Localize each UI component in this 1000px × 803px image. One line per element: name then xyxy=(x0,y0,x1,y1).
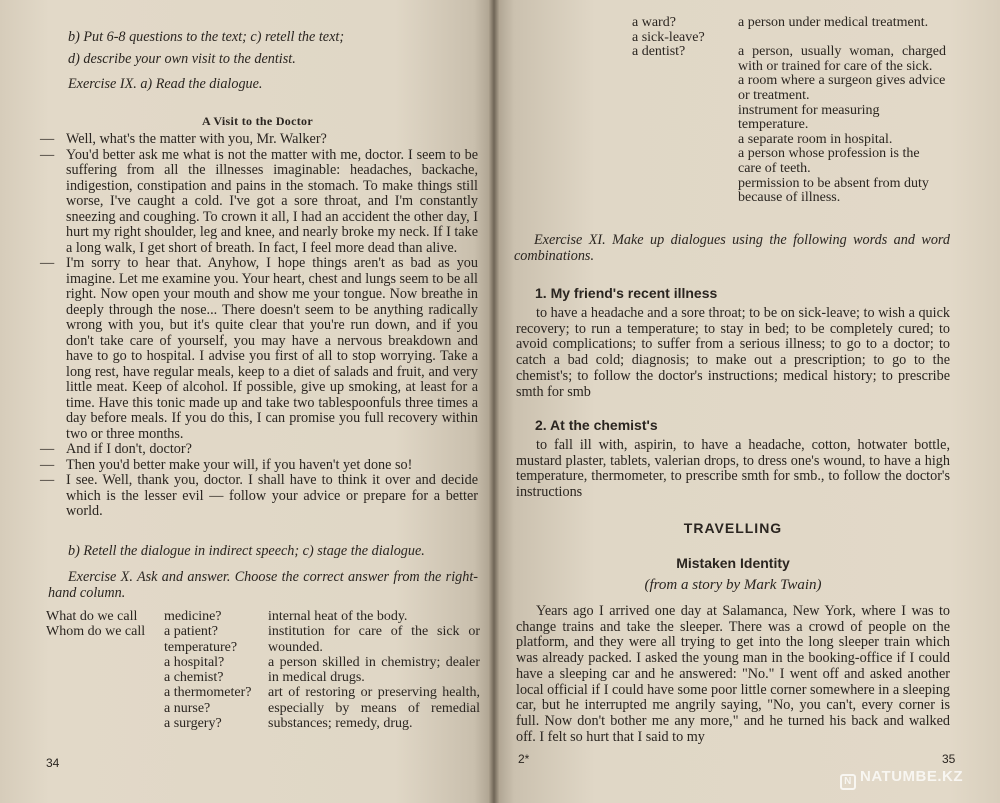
word-item: a sick-leave? xyxy=(632,29,705,45)
exercise-instruction-line: d) describe your own visit to the dentist. xyxy=(68,51,296,67)
word-item: a surgery? xyxy=(164,716,222,732)
dialogue-line: — Then you'd better make your will, if you haven't yet done so! xyxy=(40,458,478,474)
section-text: to fall ill with, aspirin, to have a headache, cotton, hotwater bottle, mustard plaster, tablets, valerian drops, to dress one's wound, to have a high temperature, thermometer, to prescribe smth for smb., to follow the doctor's instructions xyxy=(516,437,950,501)
retell-instruction: b) Retell the dialogue in indirect speech; c) stage the dialogue. xyxy=(68,543,425,559)
answer-item: a separate room in hospital. xyxy=(738,131,893,147)
match-table-continued xyxy=(632,16,946,206)
answer-item: instrument for measuring temperature. xyxy=(738,102,880,133)
page-number: 34 xyxy=(46,756,60,770)
story-title: Mistaken Identity xyxy=(676,555,790,571)
question-prefix: What do we call xyxy=(46,609,138,624)
dialogue-line: — I see. Well, thank you, doctor. I shall have to think it over and decide which is the lesser evil — follow your advice or prepare for a better world. xyxy=(40,473,478,520)
word-item: temperature? xyxy=(164,639,238,655)
watermark-logo-icon: N xyxy=(840,774,856,790)
section-title: 1. My friend's recent illness xyxy=(535,285,718,301)
book-gutter xyxy=(488,0,500,803)
word-item: medicine? xyxy=(164,609,222,624)
word-item: a dentist? xyxy=(632,44,686,60)
dialogue-line: — Well, what's the matter with you, Mr. Walker? xyxy=(40,132,478,148)
answer-item: internal heat of the body. xyxy=(268,609,408,624)
answer-item: a person skilled in chemistry; dealer in medical drugs. xyxy=(268,654,480,686)
watermark-text: NATUMBE.KZ xyxy=(860,768,964,785)
answer-item: a room where a surgeon gives advice or treatment. xyxy=(738,73,946,103)
right-page xyxy=(494,0,1000,803)
page-number: 35 xyxy=(942,752,956,766)
answer-item: a person under medical treatment. xyxy=(738,15,929,30)
dialogue-title: A Visit to the Doctor xyxy=(202,114,313,128)
section-title: 2. At the chemist's xyxy=(535,417,658,433)
exercise-heading: Exercise IX. a) Read the dialogue. xyxy=(68,76,263,92)
exercise-xi-heading: Exercise XI. Make up dialogues using the following words and word combinations. xyxy=(514,232,950,264)
answer-item: institution for care of the sick or wounded. xyxy=(268,624,480,655)
word-item: a ward? xyxy=(632,15,676,30)
word-item: a hospital? xyxy=(164,654,225,670)
answer-item: a person, usually woman, charged with or trained for care of the sick. xyxy=(738,44,946,74)
word-item: a chemist? xyxy=(164,670,224,686)
question-prefix: Whom do we call xyxy=(46,624,146,640)
story-subtitle: (from a story by Mark Twain) xyxy=(644,577,822,593)
dialogue-line: — And if I don't, doctor? xyxy=(40,442,478,458)
section-text: to have a headache and a sore throat; to be on sick-leave; to wish a quick recovery; to run a temperature; to stay in bed; to be completely cured; to avoid complications; to suffer from a serious illness; to go to a doctor; to catch a bad cold; diagnosis; to make out a prescription; to go to the chemist's; to follow the doctor's instructions; medical history; to prescribe smth for smb xyxy=(516,305,950,400)
match-table xyxy=(46,609,480,731)
exercise-x-heading: Exercise X. Ask and answer. Choose the correct answer from the right-hand column. xyxy=(48,569,478,601)
dialogue-line: — You'd better ask me what is not the matter with me, doctor. I seem to be suffering from all the illnesses imaginable: headaches, backache, indigestion, constipation and pains in the stomach. To make things still worse, I've caught a cold. I've got a sore throat, and I'm constantly sneezing and coughing. To crown it all, I had an accident the other day, I hurt my right shoulder, leg and knee, and nearly broke my neck. If I take a long walk, I get short of breath. In fact, I feel more dead than alive. xyxy=(40,148,478,257)
chapter-title: TRAVELLING xyxy=(683,520,783,536)
left-page xyxy=(0,0,494,803)
word-item: a nurse? xyxy=(164,700,211,716)
word-item: a patient? xyxy=(164,624,219,640)
dialogue xyxy=(40,132,478,520)
signature-mark: 2* xyxy=(518,752,530,766)
answer-item: permission to be absent from duty because of illness. xyxy=(738,175,929,206)
word-item: a thermometer? xyxy=(164,685,252,701)
dialogue-line: — I'm sorry to hear that. Anyhow, I hope things aren't as bad as you imagine. Let me examine you. Your heart, chest and lungs seem to be all right. Now open your mouth and show me your tongue. Now breathe in deeply through the nose... There doesn't seem to be anything radically wrong with you, but it's quite clear that you're run down, and if you don't take care of yourself, you may have a nervous breakdown and have to go to hospital. I advise you first of all to stop worrying. Take a long rest, have regular meals, keep to a diet of salads and fruit, and very little meat. Keep of alcohol. If possible, give up smoking, at least for a time. Have this tonic made up and take two tablespoonfuls three times a day before meals. If you do this, I can promise you full recovery within two or three months. xyxy=(40,256,478,442)
watermark xyxy=(840,768,963,790)
exercise-instruction-line: b) Put 6-8 questions to the text; c) retell the text; xyxy=(68,29,345,45)
answer-item: art of restoring or preserving health, especially by means of remedial substances; remedy, drug. xyxy=(268,685,480,732)
story-text: Years ago I arrived one day at Salamanca, New York, where I was to change trains and take the sleeper. There was a crowd of people on the platform, and they were all trying to get into the long sleeper train which was already packed. I asked the young man in the booking-office if I could have a sleeping car and he answered: "No." I went off and asked another local official if I could have some poor little corner somewhere in a sleeping car, but he interrupted me angrily saying, "No, you can't, every corner is full. Now don't bother me any more," and he turned his back and walked off. I felt so hurt that I said to my xyxy=(516,603,950,745)
answer-item: a person whose profession is the care of teeth. xyxy=(738,146,920,176)
